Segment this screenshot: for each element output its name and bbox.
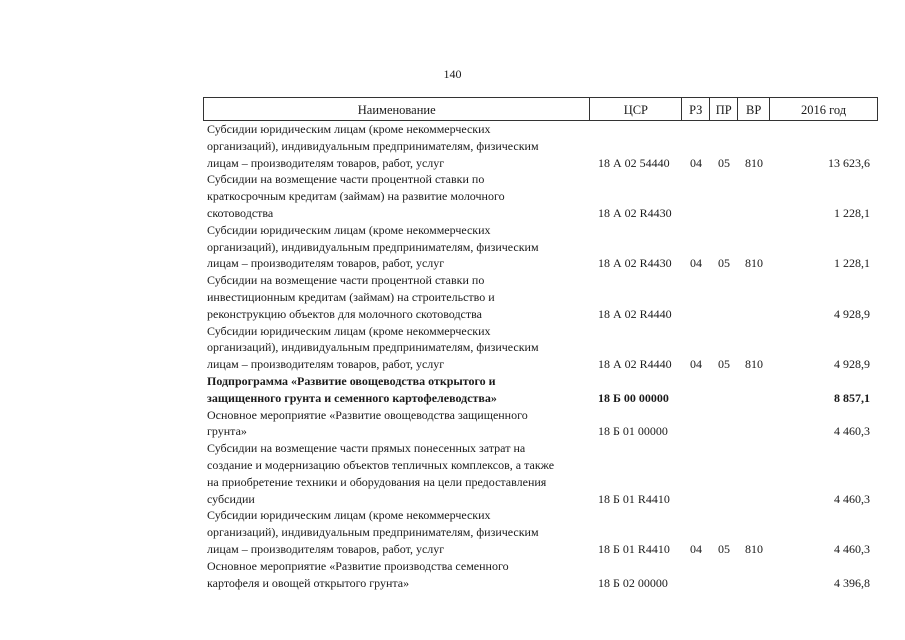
row-rz: 04 <box>690 155 702 170</box>
header-vr: ВР <box>738 98 770 120</box>
row-amount: 4 928,9 <box>834 357 870 372</box>
row-name-line: лицам – производителям товаров, работ, услуг <box>207 541 445 556</box>
header-year: 2016 год <box>770 98 878 120</box>
row-vr: 810 <box>745 357 763 372</box>
table-row <box>203 507 878 557</box>
row-pr: 05 <box>718 541 730 556</box>
row-amount: 13 623,6 <box>828 155 870 170</box>
row-name-line: организаций), индивидуальным предпринимателям, физическим <box>207 138 539 153</box>
row-name-line: инвестиционным кредитам (займам) на строительство и <box>207 289 495 304</box>
row-name-line: субсидии <box>207 491 255 506</box>
table-row <box>203 272 878 322</box>
row-amount: 1 228,1 <box>834 205 870 220</box>
row-amount: 4 460,3 <box>834 491 870 506</box>
row-name-line: Основное мероприятие «Развитие овощеводства защищенного <box>207 407 528 422</box>
row-name-line: реконструкцию объектов для молочного скотоводства <box>207 306 482 321</box>
row-pr: 05 <box>718 256 730 271</box>
table-row <box>203 373 878 407</box>
header-pr: ПР <box>710 98 738 120</box>
row-name-line: грунта» <box>207 424 247 439</box>
table-row <box>203 407 878 441</box>
row-name-line: скотоводства <box>207 205 274 220</box>
row-name-line: Субсидии юридическим лицам (кроме некоммерческих <box>207 122 491 136</box>
row-amount: 8 857,1 <box>834 390 870 405</box>
row-vr: 810 <box>745 256 763 271</box>
row-name <box>203 373 590 407</box>
row-name-line: организаций), индивидуальным предпринимателям, физическим <box>207 239 539 254</box>
row-vr: 810 <box>745 541 763 556</box>
row-csr: 18 Б 01 R4410 <box>598 541 670 556</box>
header-csr: ЦСР <box>590 98 682 120</box>
row-name <box>203 222 590 272</box>
row-csr: 18 Б 00 00000 <box>598 390 669 405</box>
row-name <box>203 171 590 221</box>
row-csr: 18 Б 01 R4410 <box>598 491 670 506</box>
row-rz: 04 <box>690 357 702 372</box>
row-amount: 4 460,3 <box>834 424 870 439</box>
row-name <box>203 323 590 373</box>
header-rz: РЗ <box>682 98 710 120</box>
row-name-line: Субсидии на возмещение части процентной ставки по <box>207 172 485 187</box>
header-name: Наименование <box>204 98 590 120</box>
table-header <box>203 97 878 121</box>
row-name-line: Субсидии на возмещение части прямых понесенных затрат на <box>207 441 526 456</box>
table-body <box>203 121 878 591</box>
row-rz: 04 <box>690 256 702 271</box>
row-name <box>203 440 590 507</box>
row-name-line: краткосрочным кредитам (займам) на развитие молочного <box>207 189 505 204</box>
row-name <box>203 407 590 441</box>
row-amount: 1 228,1 <box>834 256 870 271</box>
table-row <box>203 171 878 221</box>
row-name <box>203 558 590 592</box>
row-name-line: Подпрограмма «Развитие овощеводства открытого и <box>207 373 496 388</box>
row-pr: 05 <box>718 357 730 372</box>
row-amount: 4 396,8 <box>834 575 870 590</box>
row-name-line: лицам – производителям товаров, работ, услуг <box>207 357 445 372</box>
row-name <box>203 507 590 557</box>
row-name-line: организаций), индивидуальным предпринимателям, физическим <box>207 525 539 540</box>
row-csr: 18 Б 02 00000 <box>598 575 668 590</box>
row-name <box>203 121 590 171</box>
table-row <box>203 323 878 373</box>
table-row <box>203 558 878 592</box>
table-row <box>203 440 878 507</box>
row-name-line: на приобретение техники и оборудования на цели предоставления <box>207 474 547 489</box>
row-name-line: Основное мероприятие «Развитие производства семенного <box>207 558 509 573</box>
row-name-line: создание и модернизацию объектов тепличных комплексов, а также <box>207 457 555 472</box>
row-name-line: защищенного грунта и семенного картофелеводства» <box>207 390 497 405</box>
row-csr: 18 А 02 54440 <box>598 155 670 170</box>
row-csr: 18 Б 01 00000 <box>598 424 668 439</box>
row-name <box>203 272 590 322</box>
row-amount: 4 460,3 <box>834 541 870 556</box>
row-name-line: лицам – производителям товаров, работ, услуг <box>207 155 445 170</box>
row-csr: 18 А 02 R4440 <box>598 306 672 321</box>
row-name-line: Субсидии юридическим лицам (кроме некоммерческих <box>207 222 491 237</box>
row-amount: 4 928,9 <box>834 306 870 321</box>
row-name-line: картофеля и овощей открытого грунта» <box>207 575 410 590</box>
row-name-line: Субсидии юридическим лицам (кроме некоммерческих <box>207 323 491 338</box>
row-name-line: Субсидии юридическим лицам (кроме некоммерческих <box>207 508 491 523</box>
row-csr: 18 А 02 R4430 <box>598 205 672 220</box>
row-name-line: организаций), индивидуальным предпринимателям, физическим <box>207 340 539 355</box>
budget-table <box>203 97 878 591</box>
row-pr: 05 <box>718 155 730 170</box>
row-vr: 810 <box>745 155 763 170</box>
table-row <box>203 222 878 272</box>
row-csr: 18 А 02 R4430 <box>598 256 672 271</box>
row-name-line: лицам – производителям товаров, работ, услуг <box>207 256 445 271</box>
row-csr: 18 А 02 R4440 <box>598 357 672 372</box>
row-name-line: Субсидии на возмещение части процентной ставки по <box>207 273 485 288</box>
page-number: 140 <box>443 67 462 81</box>
table-row <box>203 121 878 171</box>
row-rz: 04 <box>690 541 702 556</box>
